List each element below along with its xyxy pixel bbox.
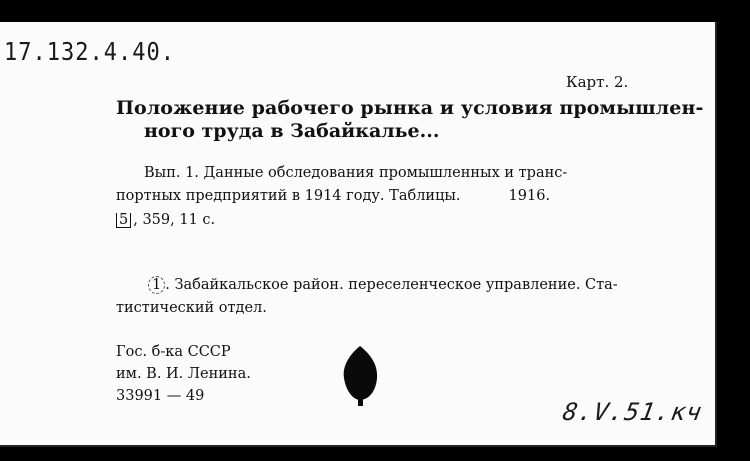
punch-hole-mark [340,344,380,406]
library-line-3: 33991 — 49 [116,388,205,404]
title-line-1: Положение рабочего рынка и условия промышлен- [116,97,704,119]
issue-line-3 [116,212,215,228]
note-line-2: тистический отдел. [116,300,267,316]
note-line-1 [148,276,618,294]
issue-line-1: Вып. 1. Данные обследования промышленных и транс- [144,165,568,181]
handwritten-date: 8.V.51.кч [560,398,705,426]
issue-year: 1916. [508,188,551,204]
note-number: 1 [148,276,165,294]
title-line-2: ного труда в Забайкалье... [144,120,440,142]
shelf-mark: 17.132.4.40. [4,38,175,67]
issue-line-2-text: портных предприятий в 1914 году. Таблицы. [116,188,461,204]
issue-bracket: 5 [116,213,131,228]
library-line-1: Гос. б-ка СССР [116,344,231,360]
library-line-2: им. В. И. Ленина. [116,366,251,382]
issue-pages: , 359, 11 с. [133,212,216,228]
issue-line-2 [116,188,550,204]
note-text: . Забайкальское район. переселенческое управление. Ста- [165,277,618,293]
card-number: Карт. 2. [566,73,629,91]
